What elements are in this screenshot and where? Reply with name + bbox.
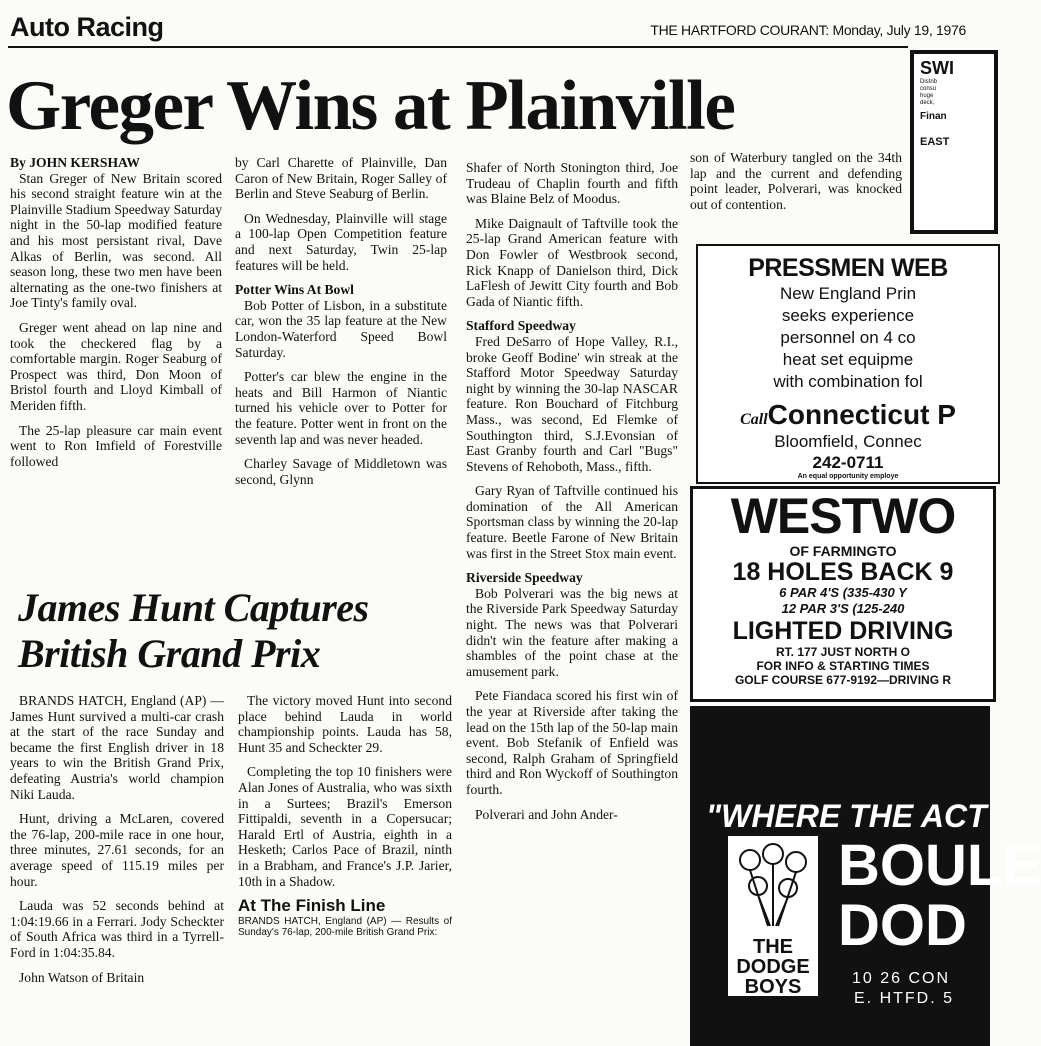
paragraph: Mike Daignault of Taftville took the 25-lap Grand American feature with Don Fowler of Westbrook second, Rick Knapp of Danielson third, Dick LaFlesh of Jewitt City fourth and Bob Gada of Niantic fifth. [466,215,678,309]
paragraph: Pete Fiandaca scored his first win of the year at Riverside after taking the lead on the 15th lap of the 50-lap main event. Bob Stefanik of Enfield was second, Ralph Graham of Springfield third and Ron Wyckoff of Southington fourth. [466,688,678,797]
headline-hunt-line-1: James Hunt Captures [18,585,369,630]
westwoods-holes: 18 HOLES BACK 9 [732,558,954,586]
westwoods-par3: 12 PAR 3'S (125-240 [781,601,905,616]
story1-column-1 [10,155,222,478]
ad1-fine: huge [920,93,934,99]
ad-pressmen [696,244,1000,484]
headline-main: Greger Wins at Plainville [6,67,735,145]
ad1-title: SWI [920,58,954,78]
top-rule [8,46,908,48]
dateline: THE HARTFORD COURANT: Monday, July 19, 1976 [650,22,966,38]
westwoods-of: OF FARMINGTO [789,543,897,559]
pressmen-line: personnel on 4 co [780,328,916,347]
dodge-logo-line: THE [753,936,793,958]
dodge-logo-line: DODGE [736,956,810,978]
paragraph: Greger went ahead on lap nine and took the checkered flag by a comfortable margin. Roger Seaburg of Prospect was third, Don Moon of Bristol fourth and Lloyd Kimball of Meriden fifth. [10,319,222,413]
subhead-stafford: Stafford Speedway [466,318,576,334]
dodge-boys-logo [728,836,818,996]
paragraph: Charley Savage of Middletown was second, Glynn [235,456,447,487]
paragraph: by Carl Charette of Plainville, Dan Caron of New Britain, Roger Salley of Berlin and Steve Seaburg of Berlin. [235,155,447,202]
dodge-logo-line: BOYS [744,976,802,998]
paragraph: Completing the top 10 finishers were Alan Jones of Australia, who was sixth in a Surtees; Brazil's Emerson Fittipaldi, seventh in a Copersucar; Harald Ertl of Austria, eighth in a Hesketh; Carlos Pace of Brazil, ninth in a Brabham, and France's J.P. Jarier, 10th in a Shadow. [238,764,452,889]
headline-hunt [18,585,438,677]
paragraph: BRANDS HATCH, England (AP) — James Hunt survived a multi-car crash at the start of the race Sunday and became the first English driver in 18 years to win the British Grand Prix, defeating Austria's world champion Niki Lauda. [10,693,224,802]
paragraph: Lauda was 52 seconds behind at 1:04:19.66 in a Ferrari. Jody Scheckter of South Africa was third in a Tyrrell-Ford in 1:04:35.84. [10,898,224,960]
story2-column-1 [10,693,224,1034]
section-title: Auto Racing [10,12,164,42]
ad1-fine: consu [920,86,937,92]
paragraph: Bob Potter of Lisbon, in a substitute car, won the 35 lap feature at the New London-Waterford Speed Bowl Saturday. [235,297,447,360]
westwoods-golf: GOLF COURSE 677-9192—DRIVING R [734,673,952,687]
subhead-riverside: Riverside Speedway [466,570,583,586]
pressmen-line: with combination fol [773,372,923,391]
ad-westwoods [690,486,996,702]
paragraph: Polverari and John Ander- [475,806,618,822]
pressmen-phone: 242-0711 [812,453,884,472]
westwoods-par4: 6 PAR 4'S (335-430 Y [779,585,907,600]
dodge-quote: "WHERE THE ACT [706,798,987,834]
dodge-b1: BOULE [838,833,1041,898]
flower-icon [728,836,818,932]
story1-column-2 [235,155,447,496]
paragraph: On Wednesday, Plainville will stage a 100-lap Open Competition feature and next Saturday, Twin 25-lap features will be held. [235,210,447,273]
pressmen-company-name: Connecticut P [767,399,956,430]
westwoods-info: FOR INFO & STARTING TIMES [756,659,930,673]
paragraph: The victory moved Hunt into second place behind Lauda in world championship points. Lauda has 58, Hunt 35 and Scheckter 29. [238,693,452,755]
paragraph: Gary Ryan of Taftville continued his domination of the All American Sportsman class by winning the 20-lap feature. Beetle Farone of New Britain was first in the Street Stox main event. [466,483,678,561]
ad-classified [910,50,998,234]
pressmen-eoe: An equal opportunity employe [797,473,899,480]
westwoods-title: WESTWO [730,488,956,544]
pressmen-line: seeks experience [781,306,915,325]
pressmen-line: heat set equipme [782,350,914,369]
subhead-potter: Potter Wins At Bowl [235,282,354,298]
dodge-address: 10 26 CON [852,970,951,987]
ad1-east: EAST [920,136,950,148]
paragraph: Hunt, driving a McLaren, covered the 76-lap, 200-mile race in one hour, three minutes, 27.61 seconds, for an average speed of 115.19 miles per hour. [10,811,224,889]
pressmen-line: New England Prin [779,284,917,303]
finish-line-heading: At The Finish Line [238,896,386,916]
story1-column-3 [466,160,678,1035]
paragraph: Stan Greger of New Britain scored his second straight feature win at the Plainville Stadium Speedway Saturday night in the 50-lap modified feature and his most persistant rival, Dave Alkas of Berlin, was second. All season long, these two men have been alternating as the one-two finishers at Joe Tinty's family oval. [10,170,222,311]
headline-hunt-line-2: British Grand Prix [18,631,321,676]
paragraph: Bob Polverari was the big news at the Riverside Park Speedway Saturday night. The news was that Polverari didn't win the feature after making a shambles of the point chase at the amusement park. [466,585,678,679]
paragraph: Shafer of North Stonington third, Joe Trudeau of Chaplin fourth and fifth was Blaine Belz of Moodus. [466,160,678,207]
dodge-boulevard [838,833,1041,958]
pressmen-title: PRESSMEN WEB [748,254,948,282]
paragraph: The 25-lap pleasure car main event went to Ron Imfield of Forestville followed [10,422,222,469]
westwoods-lighted: LIGHTED DRIVING [732,617,954,645]
dodge-town: E. HTFD. 5 [854,990,955,1007]
ad-dodge [690,706,1041,1046]
paragraph: Potter's car blew the engine in the heats and Bill Harmon of Niantic turned his vehicle over to Potter for the feature. Potter went in front on the seventh lap and was never headed. [235,369,447,447]
paragraph: Fred DeSarro of Hope Valley, R.I., broke Geoff Bodine' win streak at the Stafford Motor Speedway Saturday night by winning the 30-lap NASCAR feature. Ron Bouchard of Fitchburg Mass., was second, Ed Flemke of Southington third, S.J.Evonsian of East Granby fourth and Carl "Bugs" Stevens of Rehoboth, Mass., fifth. [466,333,678,474]
dodge-b2: DOD [838,893,967,958]
pressmen-city: Bloomfield, Connec [774,432,922,451]
westwoods-route: RT. 177 JUST NORTH O [775,645,911,659]
results-intro: BRANDS HATCH, England (AP) — Results of Sunday's 76-lap, 200-mile British Grand Prix: [238,915,452,938]
paragraph: John Watson of Britain [19,969,145,985]
ad1-fine: Distrib [920,79,938,85]
ad1-fine: deck, [920,100,935,106]
byline: By JOHN KERSHAW [10,155,140,170]
story2-column-2 [238,693,452,1034]
paragraph: son of Waterbury tangled on the 34th lap and the current and defending point leader, Polverari, was knocked out of contention. [690,150,902,212]
pressmen-company [698,399,998,431]
pressmen-call: Call [740,411,768,428]
story1-column-4 [690,150,902,221]
ad1-finance: Finan [920,111,947,122]
